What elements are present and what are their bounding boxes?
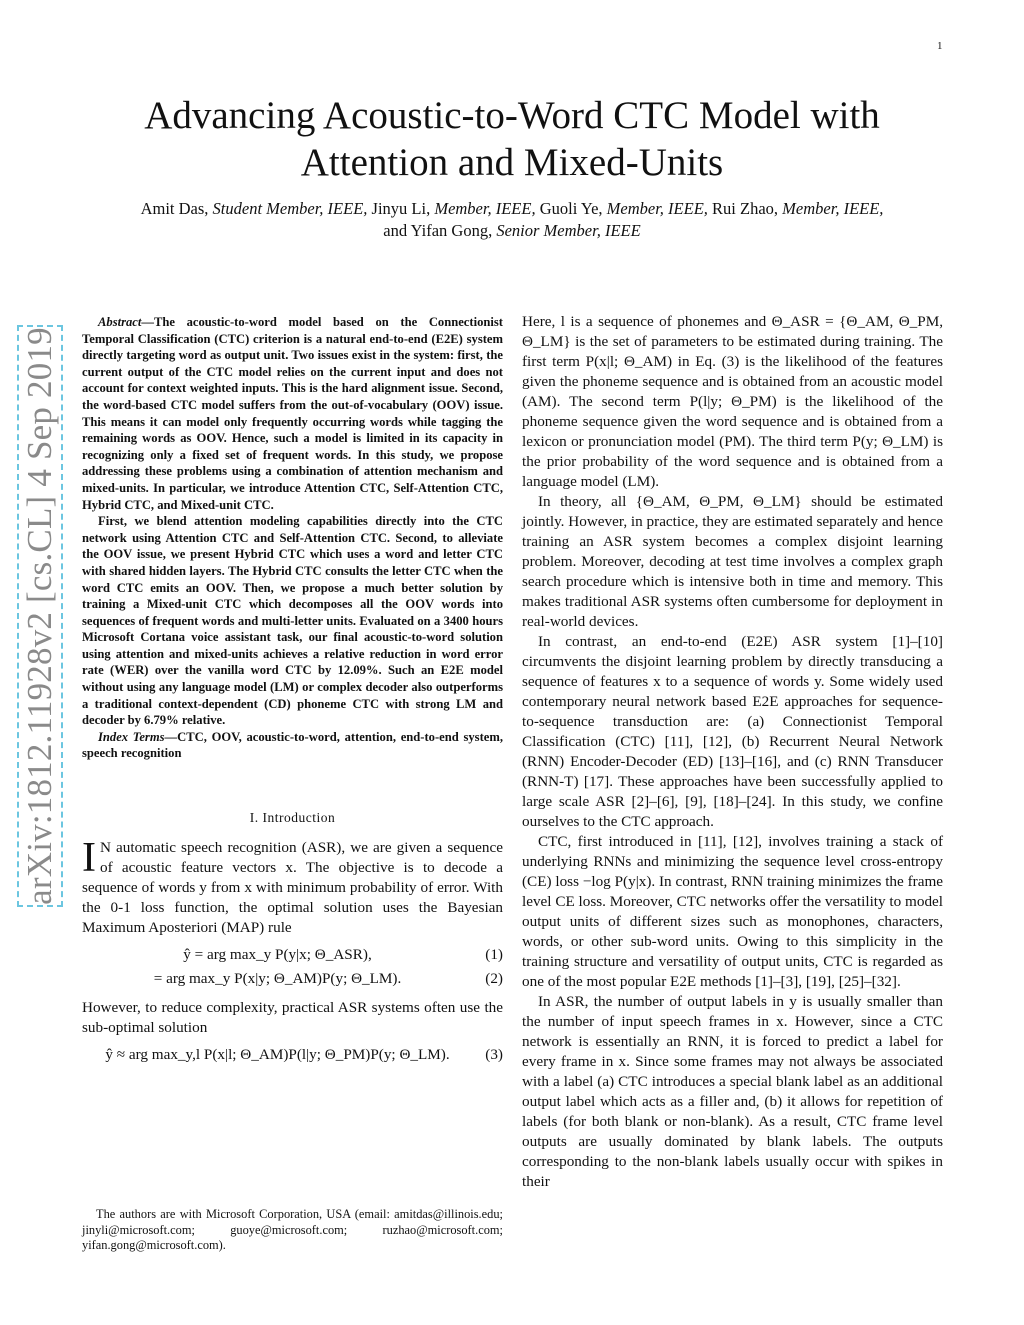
abstract-lead: Abstract: [98, 315, 142, 329]
author-affiliation: Senior Member, IEEE: [496, 221, 641, 240]
body-paragraph: CTC, first introduced in [11], [12], involves training a stack of underlying RNNs and minimizing the sequence level cross-entropy (CE) loss −log P(y|x). In contrast, RNN training minimizes the frame level CE loss. Moreover, CTC networks offer the versatility to model output units of different sizes such as monophones, characters, words, or other sub-word units. Owing to this simplicity in the training structure and versatility of output units, CTC is regarded as one of the most popular E2E methods [1]–[3], [19], [25]–[32].: [522, 833, 943, 990]
index-terms: [82, 729, 503, 762]
abstract-paragraph: First, we blend attention modeling capabilities directly into the CTC network using Attention CTC and Self-Attention CTC. Second, to alleviate the OOV issue, we present Hybrid CTC which uses a word and letter CTC with shared hidden layers. The Hybrid CTC consults the letter CTC when the word CTC emits an OOV. Then, we propose a much better solution by training a Mixed-unit CTC which decomposes all the OOV words into sequences of frequent words and multi-letter units. Evaluated on a 3400 hours Microsoft Cortana voice assistant task, our final acoustic-to-word solution using attention and mixed-units achieves a relative reduction in word error rate (WER) over the vanilla word CTC by 12.09%. Such an E2E model without using any language model (LM) or complex decoder also outperforms a traditional context-dependent (CD) phoneme CTC with strong LM and decoder by 6.79% relative.: [82, 514, 503, 728]
author-footnote: The authors are with Microsoft Corporation, USA (email: amitdas@illinois.edu; jinyli@microsoft.com; guoye@microsoft.com; ruzhao@microsoft.com; yifan.gong@microsoft.com).: [82, 1207, 503, 1252]
equation-3: [82, 1046, 503, 1064]
paper-title: Advancing Acoustic-to-Word CTC Model with Attention and Mixed-Units: [144, 94, 880, 184]
author-affiliation: Member, IEEE,: [434, 199, 536, 218]
equation-2: [82, 970, 503, 988]
intro-text: N automatic speech recognition (ASR), we are given a sequence of acoustic feature vectors x. The objective is to decode a sequence of words y from x with minimum probability of error. With the 0-1 loss function, the optimal solution uses the Bayesian Maximum Aposteriori (MAP) rule: [82, 839, 503, 937]
index-terms-lead: Index Terms: [98, 729, 165, 744]
author-name: Guoli Ye,: [535, 199, 607, 218]
intro-paragraph: [82, 835, 503, 938]
author-affiliation: Member, IEEE,: [606, 199, 708, 218]
arxiv-identifier: arXiv:1812.11928v2 [cs.CL] 4 Sep 2019: [20, 327, 59, 905]
equation-expression: = arg max_y P(x|y; Θ_AM)P(y; Θ_LM).: [153, 970, 402, 988]
author-affiliation: Student Member, IEEE,: [212, 199, 368, 218]
right-column: [522, 312, 943, 1192]
author-list: [70, 198, 954, 242]
author-affiliation: Member, IEEE,: [782, 199, 884, 218]
equation-block: [82, 1046, 503, 1064]
author-name: Rui Zhao,: [707, 199, 783, 218]
abstract: [82, 314, 503, 762]
left-column: [82, 314, 503, 1074]
abstract-text: —The acoustic-to-word model based on the Connectionist Temporal Classification (CTC) criterion is a natural end-to-end (E2E) system directly targeting word as output unit. Two issues exist in the system: first, the current output of the CTC model relies on the current input and does not account for context weighted inputs. This is the hard alignment issue. Second, the word-based CTC model suffers from the out-of-vocabulary (OOV) issue. This means it can model only frequently occurring words while tagging the remaining words as OOV. Hence, such a model is limited in its capacity in recognizing only a fixed set of frequent words. In this study, we propose addressing these problems using a combination of attention mechanism and mixed-units. In particular, we introduce Attention CTC, Self-Attention CTC, Hybrid CTC, and Mixed-unit CTC.: [82, 315, 503, 512]
equation-expression: ŷ ≈ arg max_y,l P(x|l; Θ_AM)P(l|y; Θ_PM)P(y; Θ_LM).: [105, 1046, 450, 1064]
equation-1: [82, 946, 503, 964]
equation-block: [82, 946, 503, 988]
equation-number: (1): [485, 946, 503, 964]
body-paragraph: Here, l is a sequence of phonemes and Θ_ASR = {Θ_AM, Θ_PM, Θ_LM} is the set of parameters to be estimated during training. The first term P(x|l; Θ_AM) in Eq. (3) is the likelihood of the features given the phoneme sequence and is obtained from an acoustic model (AM). The second term P(l|y; Θ_PM) is the likelihood of the phoneme sequence given the word sequence and is obtained from a lexicon or pronunciation model (PM). The third term P(y; Θ_LM) is the prior probability of the word sequence and is obtained from a language model (LM).: [522, 313, 943, 490]
author-name: Jinyu Li,: [367, 199, 435, 218]
equation-number: (3): [485, 1046, 503, 1064]
body-paragraph: In theory, all {Θ_AM, Θ_PM, Θ_LM} should be estimated jointly. However, in practice, they are estimated separately and hence training an ASR system becomes a complex disjoint learning problem. Moreover, decoding at test time involves a complex graph search procedure which is intensive both in time and memory. This makes traditional ASR systems often cumbersome for deployment in real-world devices.: [522, 493, 943, 630]
page-number: 1: [937, 40, 943, 52]
body-paragraph: In contrast, an end-to-end (E2E) ASR system [1]–[10] circumvents the disjoint learning problem by directly transducing a sequence of features x to a sequence of words y. Some widely used contemporary neural network based E2E approaches for sequence-to-sequence transduction are: (a) Connectionist Temporal Classification (CTC) [11], [12], (b) Recurrent Neural Network (RNN) Encoder-Decoder (ED) [13]–[16], and (c) RNN Transducer (RNN-T) [17]. These approaches have been successfully applied to large scale ASR [2]–[6], [9], [18]–[24]. In this study, we confine ourselves to the CTC approach.: [522, 633, 943, 830]
drop-cap: I: [82, 835, 96, 882]
abstract-paragraph: [82, 314, 503, 513]
intro-paragraph: However, to reduce complexity, practical ASR systems often use the sub-optimal solution: [82, 999, 503, 1037]
body-paragraph: In ASR, the number of output labels in y is usually smaller than the number of input speech frames in x. However, since a CTC network is essentially an RNN, it is forced to predict a label for every frame in x. Since some frames may not always be associated with a label (a) CTC introduces a special blank label as an additional output label which acts as a filler and, (b) it allows for repetition of labels (for both blank or non-blank). As a result, CTC frame level outputs are usually dominated by blank labels. The outputs corresponding to the non-blank labels usually occur with spikes in their: [522, 993, 943, 1190]
section-heading: I. Introduction: [249, 810, 336, 826]
index-terms-text: —CTC, OOV, acoustic-to-word, attention, end-to-end system, speech recognition: [82, 729, 504, 761]
equation-expression: ŷ = arg max_y P(y|x; Θ_ASR),: [183, 946, 372, 964]
author-name: Amit Das,: [140, 199, 213, 218]
author-name: and Yifan Gong,: [383, 221, 497, 240]
arxiv-stamp[interactable]: [17, 325, 63, 907]
equation-number: (2): [485, 970, 503, 988]
